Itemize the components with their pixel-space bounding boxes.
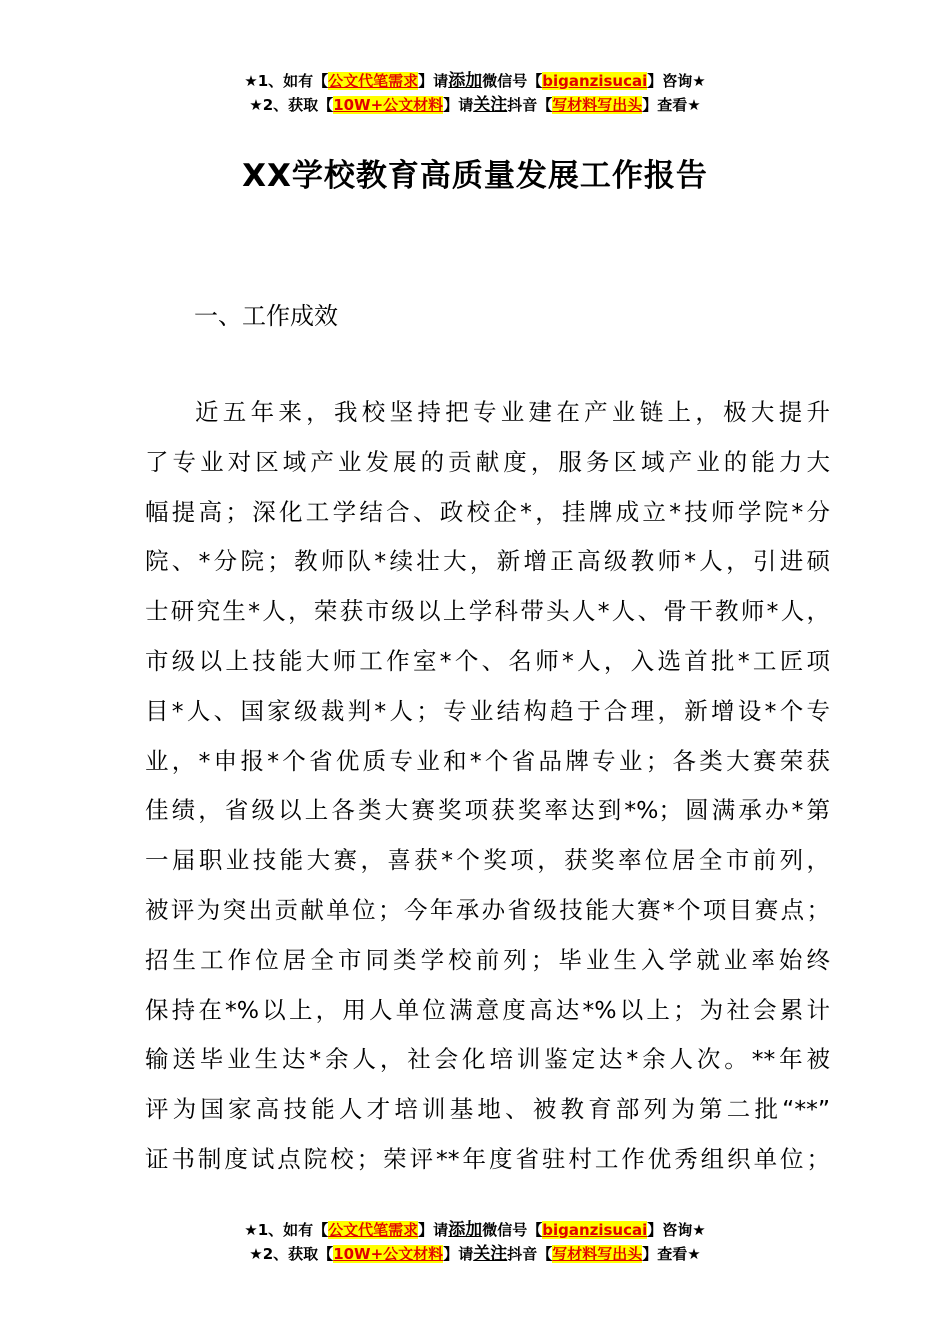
banner-line-1 xyxy=(0,1218,950,1242)
banner-line-1 xyxy=(0,69,950,93)
paragraph-line: 业，*申报*个省优质专业和*个省品牌专业；各类大赛荣获 xyxy=(145,746,830,775)
banner-text: 微信号【 xyxy=(482,72,543,90)
banner-underline: 关注 xyxy=(473,1244,508,1264)
banner-text: 】查看★ xyxy=(642,1245,701,1263)
banner-text: 】咨询★ xyxy=(647,1221,706,1239)
banner-highlight: 公文代笔需求 xyxy=(328,1221,419,1239)
document-title: XX学校教育高质量发展工作报告 xyxy=(242,158,708,194)
banner-highlight: 10W+公文材料 xyxy=(333,96,444,114)
section-heading: 一、工作成效 xyxy=(194,302,338,330)
banner-highlight: biganzisucai xyxy=(542,72,648,90)
banner-text: 】请 xyxy=(443,96,474,114)
paragraph-line: 市级以上技能大师工作室*个、名师*人，入选首批*工匠项 xyxy=(145,646,830,675)
banner-underline: 关注 xyxy=(473,95,508,115)
banner-text: ★1、如有【 xyxy=(244,72,329,90)
paragraph-line: 输送毕业生达*余人，社会化培训鉴定达*余人次。**年被 xyxy=(145,1045,830,1074)
paragraph-line: 一届职业技能大赛，喜获*个奖项，获奖率位居全市前列， xyxy=(145,846,830,875)
banner-highlight: 写材料写出头 xyxy=(552,1245,643,1263)
banner-highlight: 10W+公文材料 xyxy=(333,1245,444,1263)
footer-banner xyxy=(0,1218,950,1266)
banner-highlight: 公文代笔需求 xyxy=(328,72,419,90)
banner-text: 】请 xyxy=(443,1245,474,1263)
banner-text: ★2、获取【 xyxy=(249,1245,334,1263)
banner-text: 】查看★ xyxy=(642,96,701,114)
banner-line-2 xyxy=(0,1242,950,1266)
banner-highlight: biganzisucai xyxy=(542,1221,648,1239)
banner-text: 】请 xyxy=(418,1221,449,1239)
paragraph-line: 佳绩，省级以上各类大赛奖项获奖率达到*%；圆满承办*第 xyxy=(145,796,830,825)
paragraph-line: 士研究生*人，荣获市级以上学科带头人*人、骨干教师*人， xyxy=(145,597,830,626)
banner-text: 抖音【 xyxy=(507,96,553,114)
paragraph-line: 评为国家高技能人才培训基地、被教育部列为第二批“**” xyxy=(145,1095,830,1124)
banner-text: 】咨询★ xyxy=(647,72,706,90)
banner-text: ★2、获取【 xyxy=(249,96,334,114)
banner-text: 】请 xyxy=(418,72,449,90)
paragraph-line: 被评为突出贡献单位；今年承办省级技能大赛*个项目赛点； xyxy=(145,895,830,924)
banner-underline: 添加 xyxy=(448,71,483,91)
banner-highlight: 写材料写出头 xyxy=(552,96,643,114)
paragraph-line: 近五年来，我校坚持把专业建在产业链上，极大提升 xyxy=(195,398,830,426)
paragraph-line: 了专业对区域产业发展的贡献度，服务区域产业的能力大 xyxy=(145,447,830,476)
banner-text: 微信号【 xyxy=(482,1221,543,1239)
paragraph-line: 保持在*%以上，用人单位满意度高达*%以上；为社会累计 xyxy=(145,995,830,1024)
paragraph-line: 目*人、国家级裁判*人；专业结构趋于合理，新增设*个专 xyxy=(145,696,830,725)
paragraph-line: 幅提高；深化工学结合、政校企*，挂牌成立*技师学院*分 xyxy=(145,497,830,526)
paragraph-line: 院、*分院；教师队*续壮大，新增正高级教师*人，引进硕 xyxy=(145,547,830,576)
paragraph-line: 证书制度试点院校；荣评**年度省驻村工作优秀组织单位； xyxy=(145,1144,830,1173)
banner-line-2 xyxy=(0,93,950,117)
banner-text: 抖音【 xyxy=(507,1245,553,1263)
banner-underline: 添加 xyxy=(448,1220,483,1240)
paragraph-line: 招生工作位居全市同类学校前列；毕业生入学就业率始终 xyxy=(145,945,830,974)
body-paragraph xyxy=(145,388,830,1185)
banner-text: ★1、如有【 xyxy=(244,1221,329,1239)
header-banner xyxy=(0,69,950,117)
